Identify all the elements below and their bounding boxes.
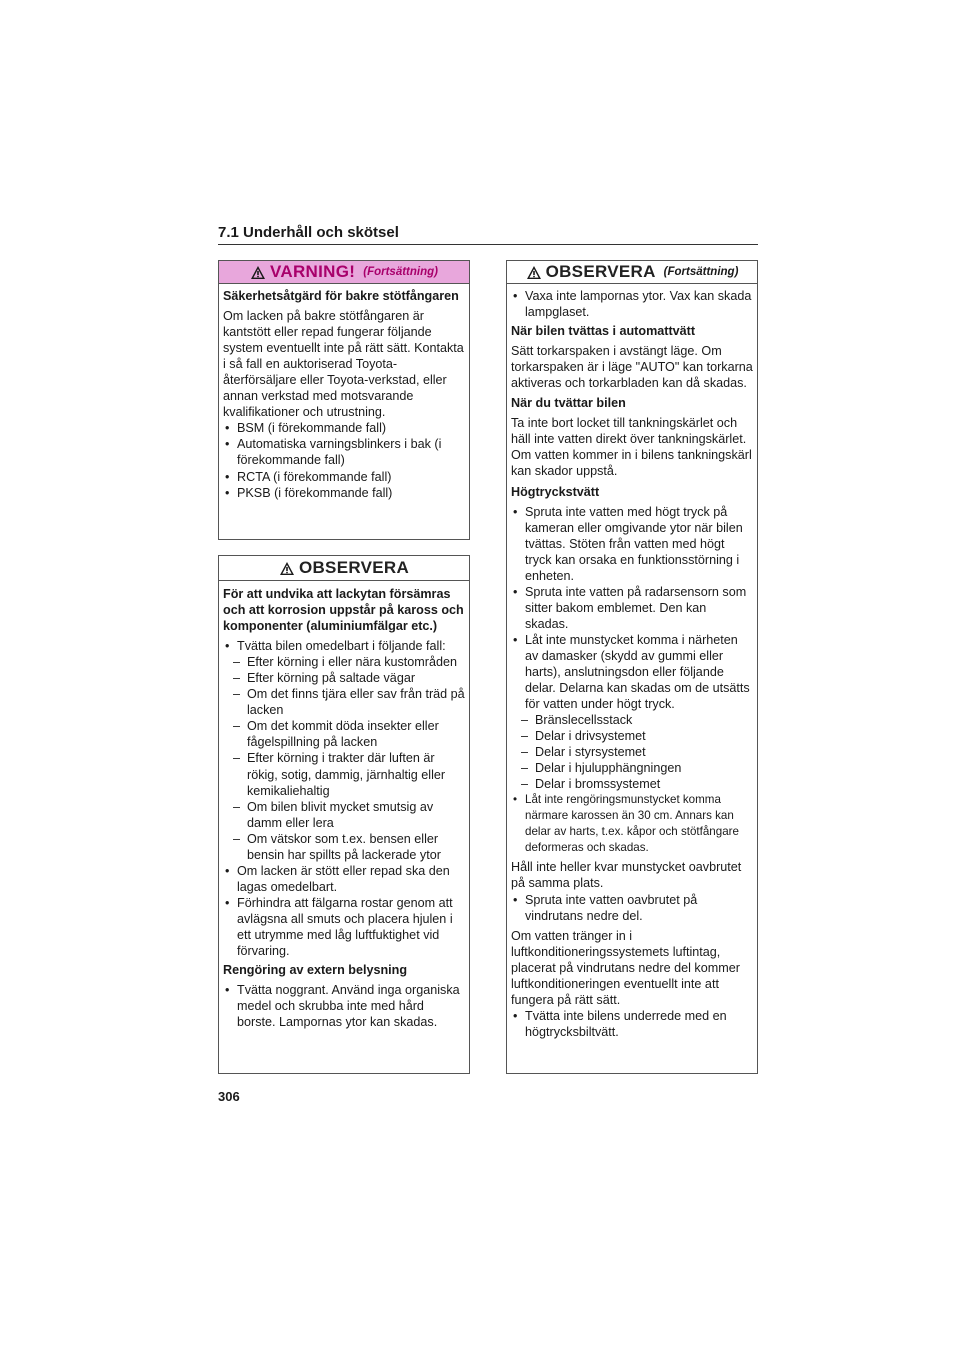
automatic-wash-heading: När bilen tvättas i automattvätt xyxy=(511,324,696,339)
list-item: • Spruta inte vatten på radarsensorn som sitter bakom emblemet. Den kan skadas. xyxy=(513,584,747,631)
warning-box-header xyxy=(219,261,469,284)
list-item: • Tvätta noggrant. Använd inga organiska medel och skrubba inte med hård borste. Lampornas ytor kan skadas. xyxy=(225,983,460,1030)
list-item: – Delar i hjulupphängningen xyxy=(521,761,682,776)
windshield-list xyxy=(511,892,753,924)
notice-continued-top-list xyxy=(511,288,753,320)
notice-heading: För att undvika att lackytan försämras och att korrosion uppstår på kaross och komponenter (aluminiumfälgar etc.) xyxy=(223,587,464,634)
page-number: 306 xyxy=(218,1089,240,1104)
warning-triangle-icon xyxy=(250,265,266,280)
warning-bullet-list xyxy=(223,420,465,500)
notice-bullet-list xyxy=(223,638,465,959)
section-header: 7.1 Underhåll och skötsel xyxy=(218,224,758,245)
notice-bullet-list-2 xyxy=(223,982,465,1030)
warning-title: VARNING! xyxy=(270,261,356,281)
list-item: • Automatiska varningsblinkers i bak (i förekommande fall) xyxy=(225,437,442,468)
list-item: • RCTA (i förekommande fall) xyxy=(225,469,392,484)
notice-continued-header xyxy=(507,261,757,284)
washing-heading: När du tvättar bilen xyxy=(511,396,626,411)
list-item: • Förhindra att fälgarna rostar genom att avlägsna all smuts och placera hjulen i ett utrymme med låg luftfuktighet vid förvaring. xyxy=(225,895,453,959)
automatic-wash-paragraph: Sätt torkarspaken i avstängt läge. Om torkarspaken är i läge "AUTO" kan torkarna aktiveras och torkarbladen kan då skadas. xyxy=(511,344,753,391)
list-item: • BSM (i förekommande fall) xyxy=(225,421,387,436)
washing-paragraph: Ta inte bort locket till tankningskärlet och häll inte vatten direkt över tankningskärlet. Om vatten kommer in i bilens tankningskärl kan skador uppstå. xyxy=(511,416,752,479)
list-item: • Tvätta bilen omedelbart i följande fall: – Efter körning i eller nära kustområden – Efter körning på saltade vägar – Om det finns tjära eller sav från träd på lacken – Om det kommit döda insekter eller fågelspillning på lacken – Efter körning i trakter där luften är rökig, sotig, dammig, järnhaltig eller kemikaliehaltig – Om bilen blivit mycket smutsig av damm eller lera – Om vätskor som t.ex. bensen eller bensin har spillts på lackerade ytor xyxy=(225,639,465,862)
list-item: – Delar i bromssystemet xyxy=(521,777,661,792)
list-item: – Efter körning på saltade vägar xyxy=(233,671,416,686)
notice-heading-2: Rengöring av extern belysning xyxy=(223,963,408,978)
list-item: – Om bilen blivit mycket smutsig av damm eller lera xyxy=(233,799,434,830)
list-item: • Vaxa inte lampornas ytor. Vax kan skada lampglaset. xyxy=(513,289,752,320)
notice-box-header xyxy=(219,556,469,581)
list-item: • Låt inte rengöringsmunstycket komma närmare karossen än 30 cm. Annars kan delar av harts, t.ex. kåpor och stötfångare deformeras och skadas. xyxy=(513,793,739,855)
parts-sub-list xyxy=(521,712,753,792)
notice-box xyxy=(218,555,470,1074)
list-item: – Delar i styrsystemet xyxy=(521,745,646,760)
warning-paragraph: Om lacken på bakre stötfångaren är kantstött eller repad fungerar följande system eventuellt inte på rätt sätt. Kontakta i så fall en auktoriserad Toyota-återförsäljare eller Toyota-verkstad, eller annan verkstad med motsvarande kvalifikationer och utrustning. xyxy=(223,309,464,420)
caution-triangle-icon xyxy=(526,265,542,280)
list-item: – Delar i drivsystemet xyxy=(521,729,646,744)
list-item: – Om det kommit döda insekter eller fågelspillning på lacken xyxy=(233,719,439,750)
notice-continued-title: OBSERVERA xyxy=(545,261,656,281)
list-item: • Spruta inte vatten oavbrutet på vindrutans nedre del. xyxy=(513,892,698,923)
list-item: • Spruta inte vatten med högt tryck på kameran eller omgivande ytor när bilen tvättas. Stöten från vatten med högt tryck kan orsaka en funktionsstörning i enheten. xyxy=(513,504,743,583)
list-item: – Efter körning i trakter där luften är rökig, sotig, dammig, järnhaltig eller kemikaliehaltig xyxy=(233,751,446,798)
pressure-wash-list xyxy=(511,504,753,857)
list-item: • PKSB (i förekommande fall) xyxy=(225,485,393,500)
notice-sub-list xyxy=(233,654,465,863)
list-item: – Om vätskor som t.ex. bensen eller bensin har spillts på lackerade ytor xyxy=(233,831,441,862)
list-item: – Efter körning i eller nära kustområden xyxy=(233,655,457,670)
underbody-list xyxy=(511,1008,753,1040)
notice-continued-label: (Fortsättning) xyxy=(663,265,739,278)
notice-continued-box xyxy=(506,260,758,1074)
list-item: • Om lacken är stött eller repad ska den lagas omedelbart. xyxy=(225,863,450,894)
air-intake-paragraph: Om vatten tränger in i luftkonditioneringssystemets luftintag, placerat på vindrutans nedre del kommer luftkonditioneringen eventuellt inte att fungera på rätt sätt. xyxy=(511,928,740,1007)
notice-title: OBSERVERA xyxy=(298,557,410,577)
warning-heading: Säkerhetsåtgärd för bakre stötfångaren xyxy=(223,289,459,303)
warning-box xyxy=(218,260,470,540)
warning-continued: (Fortsättning) xyxy=(363,265,438,278)
pressure-wash-heading: Högtryckstvätt xyxy=(511,484,600,499)
list-item: • Låt inte munstycket komma i närheten av damasker (skydd av gummi eller harts), anslutningsdon eller följande delar. Delarna kan skadas om de utsätts för vatten under högt tryck. – Bränslecellsstack – Delar i drivsystemet – Delar i styrsystemet – Delar i hjulupphängningen – Delar i bromssystemet xyxy=(511,632,753,792)
list-item: – Om det finns tjära eller sav från träd på lacken xyxy=(233,687,465,718)
caution-triangle-icon xyxy=(279,561,295,576)
list-item: • Tvätta inte bilens underrede med en högtrycksbiltvätt. xyxy=(513,1008,727,1039)
list-item: – Bränslecellsstack xyxy=(521,713,633,728)
nozzle-paragraph: Håll inte heller kvar munstycket oavbrutet på samma plats. xyxy=(511,860,742,891)
